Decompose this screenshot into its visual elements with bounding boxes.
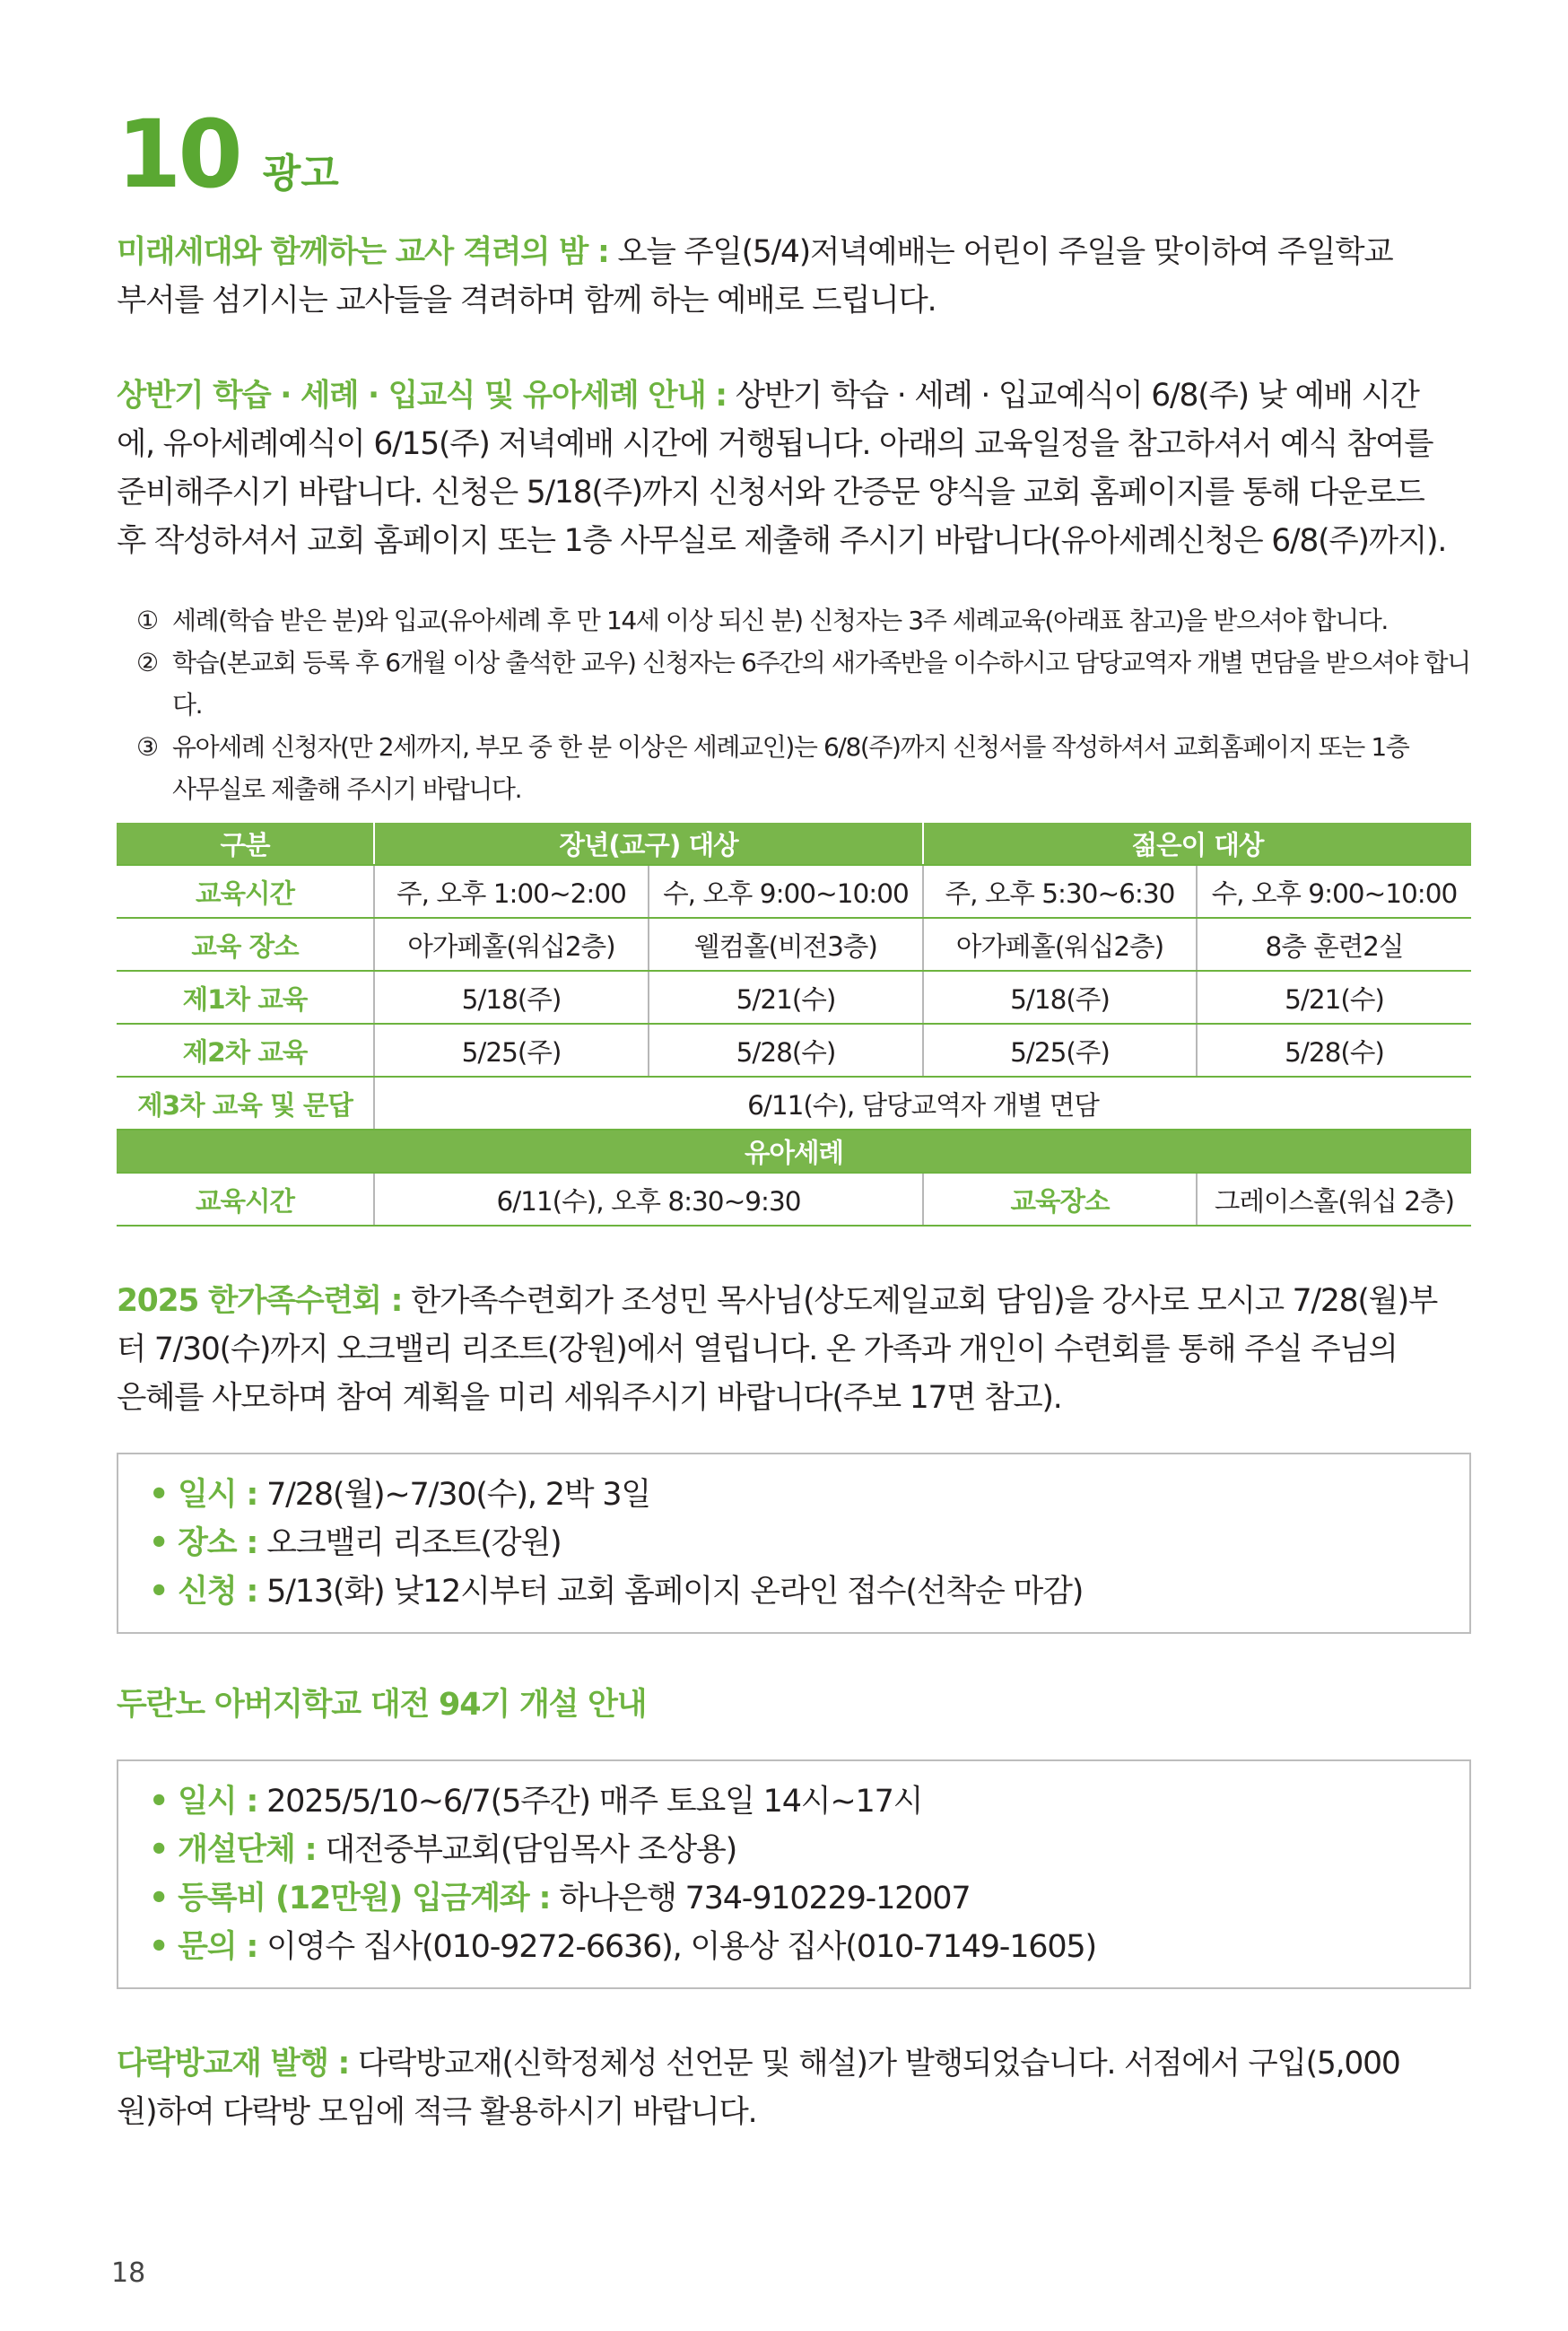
detail-item xyxy=(149,1923,1439,1971)
section-number: 10 xyxy=(117,100,240,209)
note-item xyxy=(136,599,1471,642)
baptism-body-2: 에, 유아세례예식이 6/15(주) 저녁예배 시간에 거행됩니다. 아래의 교육일정을 참고하셔서 예식 참여를 xyxy=(117,426,1433,462)
textbook-title: 다락방교재 발행 : xyxy=(117,2046,350,2082)
row-label: 교육장소 xyxy=(923,1173,1197,1226)
detail-label: 등록비 (12만원) 입금계좌 : xyxy=(178,1881,551,1916)
textbook-body-1: 다락방교재(신학정체성 선언문 및 해설)가 발행되었습니다. 서점에서 구입(5,000 xyxy=(349,2046,1400,2082)
family-body-3: 은혜를 사모하며 참여 계획을 미리 세워주시기 바랍니다(주보 17면 참고). xyxy=(117,1380,1062,1416)
row-label: 제3차 교육 및 문답 xyxy=(117,1077,374,1130)
detail-value: 오크밸리 리조트(강원) xyxy=(257,1525,562,1561)
table-header-row xyxy=(117,823,1471,865)
table-row-second xyxy=(117,1024,1471,1077)
detail-item xyxy=(149,1471,1439,1519)
header-category: 구분 xyxy=(117,823,374,865)
header-infant-baptism: 유아세례 xyxy=(117,1130,1471,1173)
row-label: 교육시간 xyxy=(117,865,374,918)
table-cell: 6/11(수), 담당교역자 개별 면담 xyxy=(374,1077,1471,1130)
table-cell: 주, 오후 1:00~2:00 xyxy=(374,865,649,918)
teacher-announcement xyxy=(117,228,1471,325)
detail-label: 개설단체 : xyxy=(178,1832,317,1868)
page-content xyxy=(117,100,1471,2136)
section-title: 광고 xyxy=(262,151,339,196)
detail-value: 대전중부교회(담임목사 조상용) xyxy=(316,1832,737,1868)
family-retreat-announcement xyxy=(117,1277,1471,1634)
header-adult: 장년(교구) 대상 xyxy=(374,823,923,865)
father-title: 두란노 아버지학교 대전 94기 개설 안내 xyxy=(117,1687,647,1723)
detail-value: 하나은행 734-910229-12007 xyxy=(550,1881,971,1916)
row-label: 제1차 교육 xyxy=(117,971,374,1024)
table-cell: 5/28(수) xyxy=(649,1024,923,1077)
teacher-title: 미래세대와 함께하는 교사 격려의 밤 : xyxy=(117,234,609,270)
table-row-infant xyxy=(117,1173,1471,1226)
section-header xyxy=(117,100,1471,215)
header-youth: 젊은이 대상 xyxy=(923,823,1471,865)
detail-label: 일시 : xyxy=(178,1477,258,1513)
table-row-place xyxy=(117,918,1471,971)
note-text: 학습(본교회 등록 후 6개월 이상 출석한 교우) 신청자는 6주간의 새가족반을 이수하시고 담당교역자 개별 면담을 받으셔야 합니다. xyxy=(172,648,1470,720)
family-line-1 xyxy=(117,1277,1471,1325)
baptism-body-4: 후 작성하셔서 교회 홈페이지 또는 1층 사무실로 제출해 주시기 바랍니다(유아세례신청은 6/8(주)까지). xyxy=(117,523,1447,559)
detail-value: 이영수 집사(010-9272-6636), 이용상 집사(010-7149-1605) xyxy=(257,1929,1096,1965)
table-row-third xyxy=(117,1077,1471,1130)
father-details-box xyxy=(117,1759,1471,1989)
detail-label: 문의 : xyxy=(178,1929,258,1965)
table-cell: 아가페홀(워십2층) xyxy=(374,918,649,971)
detail-item xyxy=(149,1519,1439,1567)
detail-label: 장소 : xyxy=(178,1525,258,1561)
table-cell: 5/25(주) xyxy=(923,1024,1197,1077)
table-cell: 6/11(수), 오후 8:30~9:30 xyxy=(374,1173,923,1226)
table-cell: 5/25(주) xyxy=(374,1024,649,1077)
baptism-body-1: 상반기 학습 · 세례 · 입교예식이 6/8(주) 낮 예배 시간 xyxy=(726,378,1419,414)
detail-value: 5/13(화) 낮12시부터 교회 홈페이지 온라인 접수(선착순 마감) xyxy=(257,1574,1084,1610)
table-cell: 8층 훈련2실 xyxy=(1197,918,1471,971)
education-schedule-table xyxy=(117,823,1471,1227)
detail-item xyxy=(149,1874,1439,1923)
detail-item xyxy=(149,1777,1439,1826)
family-body-1: 한가족수련회가 조성민 목사님(상도제일교회 담임)을 강사로 모시고 7/28(월)부 xyxy=(402,1283,1438,1319)
note-item xyxy=(136,642,1471,726)
note-item xyxy=(136,726,1471,810)
baptism-announcement xyxy=(117,371,1471,1227)
table-cell: 5/18(주) xyxy=(923,971,1197,1024)
detail-label: 일시 : xyxy=(178,1784,258,1820)
teacher-body-2: 부서를 섬기시는 교사들을 격려하며 함께 하는 예배로 드립니다. xyxy=(117,283,936,319)
note-text-line-1: 유아세례 신청자(만 2세까지, 부모 중 한 분 이상은 세례교인)는 6/8(주)까지 신청서를 작성하셔서 교회홈페이지 또는 1층 xyxy=(172,732,1409,762)
note-marker: ③ xyxy=(136,732,158,762)
note-text xyxy=(172,726,1408,810)
table-cell: 5/21(수) xyxy=(649,971,923,1024)
baptism-notes xyxy=(117,599,1471,810)
detail-item xyxy=(149,1567,1439,1616)
table-cell: 수, 오후 9:00~10:00 xyxy=(1197,865,1471,918)
note-text: 세례(학습 받은 분)와 입교(유아세례 후 만 14세 이상 되신 분) 신청자는 3주 세례교육(아래표 참고)을 받으셔야 합니다. xyxy=(172,606,1388,635)
note-marker: ① xyxy=(136,606,158,635)
detail-value: 2025/5/10~6/7(5주간) 매주 토요일 14시~17시 xyxy=(257,1784,923,1820)
detail-item xyxy=(149,1826,1439,1874)
detail-value: 7/28(월)~7/30(수), 2박 3일 xyxy=(257,1477,650,1513)
father-school-announcement xyxy=(117,1681,1471,1989)
note-marker: ② xyxy=(136,648,158,677)
page-number: 18 xyxy=(111,2257,146,2289)
table-cell: 그레이스홀(워십 2층) xyxy=(1197,1173,1471,1226)
table-cell: 아가페홀(워십2층) xyxy=(923,918,1197,971)
family-title: 2025 한가족수련회 : xyxy=(117,1283,403,1319)
table-row-time xyxy=(117,865,1471,918)
baptism-title: 상반기 학습 · 세례 · 입교식 및 유아세례 안내 : xyxy=(117,378,727,414)
baptism-body-3: 준비해주시기 바랍니다. 신청은 5/18(주)까지 신청서와 간증문 양식을 교회 홈페이지를 통해 다운로드 xyxy=(117,475,1424,511)
teacher-line-1 xyxy=(117,228,1471,276)
row-label: 교육시간 xyxy=(117,1173,374,1226)
table-cell: 주, 오후 5:30~6:30 xyxy=(923,865,1197,918)
row-label: 제2차 교육 xyxy=(117,1024,374,1077)
family-body-2: 터 7/30(수)까지 오크밸리 리조트(강원)에서 열립니다. 온 가족과 개인이 수련회를 통해 주실 주님의 xyxy=(117,1331,1398,1367)
table-row-first xyxy=(117,971,1471,1024)
table-cell: 5/18(주) xyxy=(374,971,649,1024)
baptism-line-1 xyxy=(117,371,1471,420)
family-details-box xyxy=(117,1453,1471,1634)
table-infant-header-row xyxy=(117,1130,1471,1173)
row-label: 교육 장소 xyxy=(117,918,374,971)
textbook-announcement xyxy=(117,2039,1471,2136)
table-cell: 5/21(수) xyxy=(1197,971,1471,1024)
table-cell: 5/28(수) xyxy=(1197,1024,1471,1077)
table-cell: 웰컴홀(비전3층) xyxy=(649,918,923,971)
textbook-line-1 xyxy=(117,2039,1471,2088)
table-cell: 수, 오후 9:00~10:00 xyxy=(649,865,923,918)
textbook-body-2: 원)하여 다락방 모임에 적극 활용하시기 바랍니다. xyxy=(117,2094,757,2130)
teacher-body-1: 오늘 주일(5/4)저녁예배는 어린이 주일을 맞이하여 주일학교 xyxy=(608,234,1393,270)
detail-label: 신청 : xyxy=(178,1574,258,1610)
note-text-line-2: 사무실로 제출해 주시기 바랍니다. xyxy=(172,774,522,804)
